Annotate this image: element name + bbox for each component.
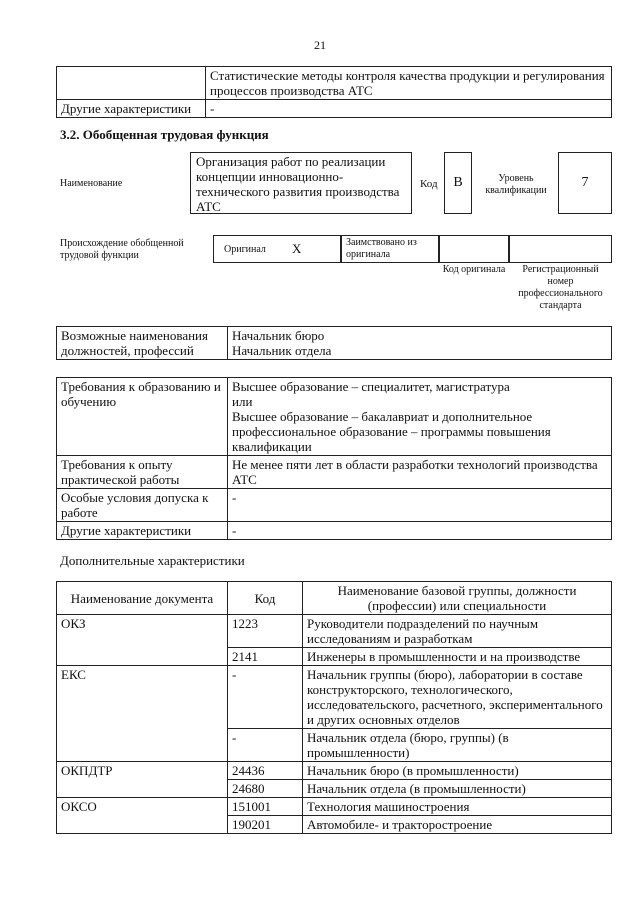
original-label: Оригинал: [224, 244, 266, 255]
doc-cell: ОКЗ: [57, 615, 228, 666]
req-label: Особые условия допуска к работе: [57, 489, 228, 522]
req-line: Высшее образование – специалитет, магистратура: [232, 379, 510, 394]
level-value: 7: [558, 152, 612, 214]
code-cell: 1223: [228, 615, 303, 648]
req-value: -: [228, 489, 612, 522]
name-cell: Руководители подразделений по научным исследованиям и разработкам: [303, 615, 612, 648]
table-header-row: [57, 582, 612, 615]
name-cell: Технология машиностроения: [303, 798, 612, 816]
req-value: [228, 378, 612, 456]
code-label: Код: [420, 178, 438, 190]
origin-label: Происхождение обобщенной трудовой функции: [60, 238, 184, 261]
borrowed-label: Заимствовано из оригинала: [341, 235, 439, 263]
doc-cell: ОКСО: [57, 798, 228, 834]
table-cell: -: [206, 100, 612, 118]
original-mark: X: [292, 241, 302, 256]
code-cell: 2141: [228, 648, 303, 666]
code-cell: -: [228, 729, 303, 762]
req-value: -: [228, 522, 612, 540]
req-line: Высшее образование – бакалавриат и дополнительное профессиональное образование – программы повышения квалификации: [232, 409, 551, 454]
table-row: [57, 100, 612, 118]
name-cell: Начальник бюро (в промышленности): [303, 762, 612, 780]
top-table: [56, 66, 612, 118]
code-original-box: [439, 235, 509, 263]
position-item: Начальник бюро: [232, 328, 325, 343]
requirements-table: [56, 377, 612, 540]
name-cell: Начальник отдела (в промышленности): [303, 780, 612, 798]
req-label: Требования к опыту практической работы: [57, 456, 228, 489]
table-row: [57, 798, 612, 816]
code-cell: 24680: [228, 780, 303, 798]
level-label: Уровень квалификации: [485, 173, 547, 196]
page-number: 21: [314, 38, 326, 52]
req-label: Требования к образованию и обучению: [57, 378, 228, 456]
code-cell: 24436: [228, 762, 303, 780]
name-label: Наименование: [60, 178, 123, 189]
doc-cell: ЕКС: [57, 666, 228, 762]
code-cell: -: [228, 666, 303, 729]
section-title: 3.2. Обобщенная трудовая функция: [60, 127, 269, 142]
table-cell: Статистические методы контроля качества продукции и регулирования процессов производства АТС: [206, 67, 612, 100]
function-name: Организация работ по реализации концепции инновационно-технического развития производства АТС: [190, 152, 412, 214]
table-row: [57, 456, 612, 489]
reg-number-label: Регистрационный номер профессионального стандарта: [518, 264, 603, 311]
positions-table: [56, 326, 612, 360]
name-cell: Начальник группы (бюро), лаборатории в составе конструкторского, технологического, исследовательского, расчетного, экспериментального и других основных отделов: [303, 666, 612, 729]
column-header: Наименование базовой группы, должности (профессии) или специальности: [303, 582, 612, 615]
code-value: B: [444, 152, 472, 214]
req-value: Не менее пяти лет в области разработки технологий производства АТС: [228, 456, 612, 489]
column-header: Код: [228, 582, 303, 615]
req-label: Другие характеристики: [57, 522, 228, 540]
table-row: [57, 666, 612, 729]
code-cell: 151001: [228, 798, 303, 816]
table-row: [57, 522, 612, 540]
positions-values: [228, 327, 612, 360]
table-row: [57, 67, 612, 100]
table-cell: [57, 67, 206, 100]
position-item: Начальник отдела: [232, 343, 332, 358]
extra-title: Дополнительные характеристики: [60, 553, 245, 568]
code-original-label: Код оригинала: [442, 264, 506, 275]
column-header: Наименование документа: [57, 582, 228, 615]
reg-number-box: [509, 235, 612, 263]
table-row: [57, 378, 612, 456]
table-row: [57, 762, 612, 780]
extra-table: [56, 581, 612, 834]
req-line: или: [232, 394, 253, 409]
original-box: [213, 235, 341, 263]
code-cell: 190201: [228, 816, 303, 834]
name-cell: Начальник отдела (бюро, группы) (в промышленности): [303, 729, 612, 762]
positions-label: Возможные наименования должностей, профессий: [57, 327, 228, 360]
name-cell: Автомобиле- и тракторостроение: [303, 816, 612, 834]
table-cell: Другие характеристики: [57, 100, 206, 118]
doc-cell: ОКПДТР: [57, 762, 228, 798]
table-row: [57, 489, 612, 522]
table-row: [57, 615, 612, 648]
table-row: [57, 327, 612, 360]
name-cell: Инженеры в промышленности и на производстве: [303, 648, 612, 666]
